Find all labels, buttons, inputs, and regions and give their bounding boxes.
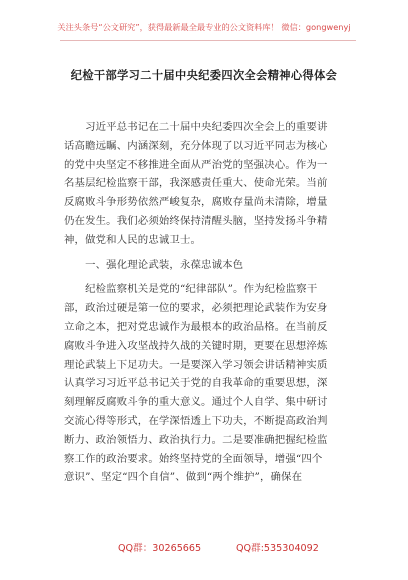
body-line: 神，做党和人民的忠诚卫士。 bbox=[64, 233, 202, 246]
qq-group-left: QQ群：30265665 bbox=[118, 543, 202, 554]
body-line: 反腐败斗争形势依然严峻复杂，腐败存量尚未清除，增量 bbox=[64, 196, 328, 209]
body-line: 刻理解反腐败斗争的重大意义。通过个人自学、集中研讨 bbox=[64, 396, 328, 409]
header-divider bbox=[60, 40, 356, 41]
body-line: 认真学习习近平总书记关于党的自我革命的重要思想，深 bbox=[64, 377, 328, 390]
body-line: 理论武装上下足功夫。一是要深入学习领会讲话精神实质 bbox=[64, 358, 328, 371]
header-promo-note: 关注头条号“公文研究”，获得最新最全最专业的公文资料库！ 微信：gongwenyj bbox=[57, 22, 351, 32]
body-line: 交流心得等形式，在学深悟透上下功夫，不断提高政治判 bbox=[64, 414, 328, 427]
body-line: 腐败斗争进入攻坚战持久战的关键时期，更要在思想淬炼 bbox=[64, 339, 328, 352]
body-line: 习近平总书记在二十届中央纪委四次全会上的重要讲 bbox=[64, 121, 328, 133]
body-line: 部，政治过硬是第一位的要求，必须把理论武装作为安身 bbox=[64, 302, 328, 315]
body-line: 察工作的政治要求。始终坚持党的全面领导，增强“四个 bbox=[64, 452, 323, 465]
body-line: 话高瞻远瞩、内涵深刻，充分体现了以习近平同志为核心 bbox=[64, 139, 328, 152]
document-body bbox=[64, 118, 348, 487]
body-line: 立命之本，把对党忠诚作为最根本的政治品格。在当前反 bbox=[64, 320, 328, 333]
qq-group-right: QQ群:535304092 bbox=[236, 543, 319, 554]
body-line: 名基层纪检监察干部，我深感责任重大、使命光荣。当前 bbox=[64, 177, 328, 190]
body-line: 仍在发生。我们必须始终保持清醒头脑，坚持发扬斗争精 bbox=[64, 214, 328, 227]
body-line: 纪检监察机关是党的“纪律部队”。作为纪检监察干 bbox=[64, 283, 318, 296]
body-line: 的党中央坚定不移推进全面从严治党的坚强决心。作为一 bbox=[64, 158, 328, 171]
document-title: 纪检干部学习二十届中央纪委四次全会精神心得体会 bbox=[70, 69, 338, 82]
body-line: 断力、政治领悟力、政治执行力。二是要准确把握纪检监 bbox=[64, 433, 328, 446]
section-heading: 一、强化理论武装，永葆忠诚本色 bbox=[64, 258, 244, 271]
body-line: 意识”、坚定“四个自信”、做到“两个维护”，确保在 bbox=[64, 471, 303, 484]
